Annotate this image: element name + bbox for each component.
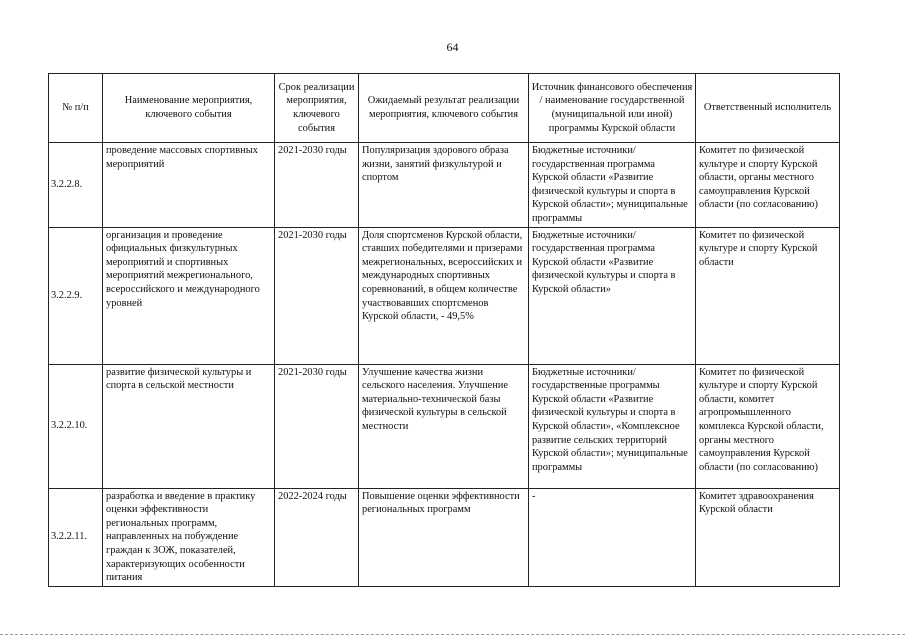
row-executor: Комитет по физической культуре и спорту Курской области (696, 227, 840, 364)
row-source: - (529, 488, 696, 586)
row-result: Повышение оценки эффективности региональных программ (359, 488, 529, 586)
row-term: 2021-2030 годы (275, 227, 359, 364)
header-result: Ожидаемый результат реализации мероприятия, ключевого события (359, 74, 529, 143)
row-number: 3.2.2.9. (49, 227, 103, 364)
row-term: 2021-2030 годы (275, 143, 359, 228)
row-result: Улучшение качества жизни сельского населения. Улучшение материально-технической базы физической культуры в сельской местности (359, 364, 529, 488)
row-executor: Комитет здравоохранения Курской области (696, 488, 840, 586)
row-source: Бюджетные источники/ государственная программа Курской области «Развитие физической культуры и спорта в Курской области»; муниципальные программы (529, 143, 696, 228)
row-source: Бюджетные источники/ государственная программа Курской области «Развитие физической культуры и спорта в Курской области» (529, 227, 696, 364)
row-number: 3.2.2.11. (49, 488, 103, 586)
row-term: 2022-2024 годы (275, 488, 359, 586)
row-result: Доля спортсменов Курской области, ставших победителями и призерами межрегиональных, всероссийских и международных спортивных соревнований, в общем количестве участвовавших спортсменов Курской области, - 49,5% (359, 227, 529, 364)
table-row (49, 364, 840, 488)
header-name: Наименование мероприятия, ключевого события (103, 74, 275, 143)
row-executor: Комитет по физической культуре и спорту Курской области, комитет агропромышленного комплекса Курской области, органы местного самоуправления Курской области (по согласованию) (696, 364, 840, 488)
row-executor: Комитет по физической культуре и спорту Курской области, органы местного самоуправления Курской области (по согласованию) (696, 143, 840, 228)
header-term: Срок реализации мероприятия, ключевого события (275, 74, 359, 143)
header-row (49, 74, 840, 143)
row-number: 3.2.2.8. (49, 143, 103, 228)
table-row (49, 227, 840, 364)
row-source: Бюджетные источники/ государственные программы Курской области «Развитие физической культуры и спорта в Курской области», «Комплексное развитие сельских территорий Курской области»; муниципальные программы (529, 364, 696, 488)
row-result: Популяризация здорового образа жизни, занятий физкультурой и спортом (359, 143, 529, 228)
header-executor: Ответственный исполнитель (696, 74, 840, 143)
table-row (49, 143, 840, 228)
page-number: 64 (446, 40, 459, 54)
row-name: разработка и введение в практику оценки эффективности региональных программ, направленных на побуждение граждан к ЗОЖ, показателей, характеризующих особенности питания (103, 488, 275, 586)
row-term: 2021-2030 годы (275, 364, 359, 488)
row-number: 3.2.2.10. (49, 364, 103, 488)
row-name: развитие физической культуры и спорта в сельской местности (103, 364, 275, 488)
row-name: организация и проведение официальных физкультурных мероприятий и спортивных мероприятий межрегионального, всероссийского и международного уровней (103, 227, 275, 364)
header-source: Источник финансового обеспечения / наименование государственной (муниципальной или иной) программы Курской области (529, 74, 696, 143)
table-row (49, 488, 840, 586)
scan-bottom-edge (0, 634, 905, 635)
measures-table (48, 73, 840, 587)
row-name: проведение массовых спортивных мероприятий (103, 143, 275, 228)
header-num: № п/п (49, 74, 103, 143)
